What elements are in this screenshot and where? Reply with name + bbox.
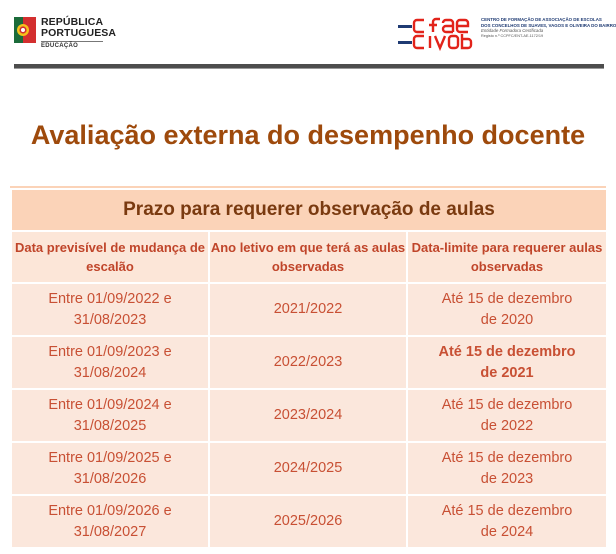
scale-change-period: Entre 01/09/2022 e 31/08/2023 [11, 283, 209, 336]
portuguesa-label: PORTUGUESA [41, 27, 117, 39]
educacao-label: EDUCAÇÃO [41, 43, 79, 49]
table-row [11, 283, 607, 336]
observed-school-year: 2025/2026 [209, 495, 407, 548]
document-header [0, 0, 616, 70]
request-deadline-highlighted: Até 15 de dezembro de 2021 [407, 336, 607, 389]
cfae-line-2: DOS CONCELHOS DE SUAVES, VAGOS E OLIVEIRA DO BAIRRO [481, 22, 616, 28]
observed-school-year: 2021/2022 [209, 283, 407, 336]
scale-change-period: Entre 01/09/2025 e 31/08/2026 [11, 442, 209, 495]
column-header-deadline: Data-limite para requerer aulas observadas [407, 231, 607, 283]
observed-school-year: 2022/2023 [209, 336, 407, 389]
deadlines-table [10, 188, 608, 549]
cfae-line-1: CENTRO DE FORMAÇÃO DE ASSOCIAÇÃO DE ESCOLAS [481, 17, 602, 22]
request-deadline: Até 15 de dezembro de 2020 [407, 283, 607, 336]
cfae-logo [398, 14, 616, 54]
observed-school-year: 2023/2024 [209, 389, 407, 442]
request-deadline: Até 15 de dezembro de 2023 [407, 442, 607, 495]
request-deadline: Até 15 de dezembro de 2024 [407, 495, 607, 548]
portugal-flag-emblem-icon [14, 17, 36, 43]
logo-divider [41, 41, 103, 42]
table-row [11, 495, 607, 548]
table-caption-row [11, 189, 607, 231]
table-caption: Prazo para requerer observação de aulas [11, 189, 607, 231]
table-header-row [11, 231, 607, 283]
column-header-observed-year: Ano letivo em que terá as aulas observadas [209, 231, 407, 283]
table-row [11, 336, 607, 389]
scale-change-period: Entre 01/09/2023 e 31/08/2024 [11, 336, 209, 389]
cfae-line-3: Entidade Formadora Certificada [481, 28, 544, 34]
observed-school-year: 2024/2025 [209, 442, 407, 495]
republica-portuguesa-logo [14, 14, 124, 54]
republica-label: REPÚBLICA [41, 16, 104, 28]
page-title: Avaliação externa do desempenho docente [30, 120, 586, 150]
cfae-wordmark-icon [398, 14, 480, 52]
header-divider [14, 64, 604, 69]
scale-change-period: Entre 01/09/2026 e 31/08/2027 [11, 495, 209, 548]
table-row [11, 442, 607, 495]
cfae-details [481, 17, 616, 39]
request-deadline: Até 15 de dezembro de 2022 [407, 389, 607, 442]
column-header-scale-change-date: Data previsível de mudança de escalão [11, 231, 209, 283]
cfae-line-4: Registo n.º CCPFC/ENT-AE-1172/19 [481, 33, 544, 38]
scale-change-period: Entre 01/09/2024 e 31/08/2025 [11, 389, 209, 442]
table-row [11, 389, 607, 442]
